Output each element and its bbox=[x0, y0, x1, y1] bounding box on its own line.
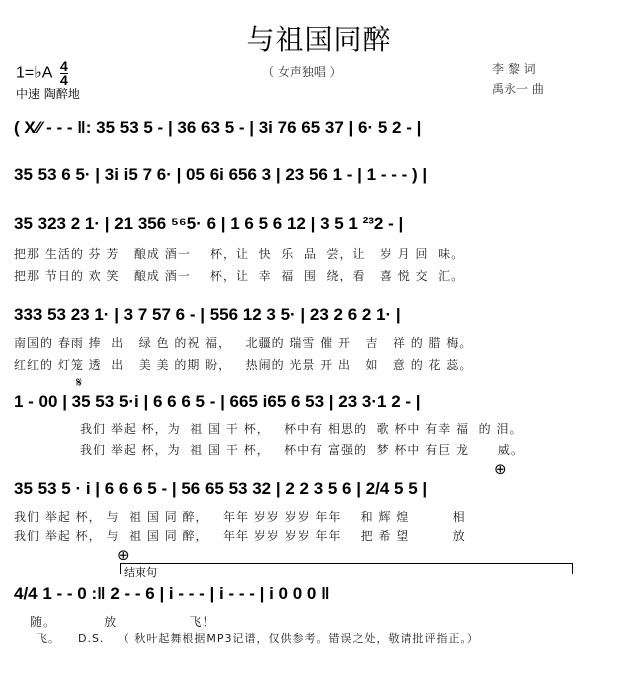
time-signature-bottom: 4 bbox=[60, 72, 68, 88]
time-signature-top: 4 bbox=[60, 58, 68, 74]
lyrics-row-5-verse-2: 我们 举起 杯，为 祖 国 干 杯， 杯中有 富强的 梦 杯中 有巨 龙 威。 bbox=[80, 443, 524, 457]
lyrics-row-4-verse-1: 南国的 春雨 捧 出 绿 色 的祝 福， 北疆的 瑞雪 催 开 吉 祥 的 腊 梅。 bbox=[14, 336, 473, 350]
song-title: 与祖国同醉 bbox=[246, 23, 392, 56]
score-row-2: 35 53 6 5· | 3i i5 7 6· | 05 6i 656 3 | 23 56 1 - | 1 - - - ) | bbox=[14, 165, 428, 184]
key-label: 1=♭A bbox=[16, 64, 52, 82]
lyrics-row-4-verse-2: 红红的 灯笼 透 出 美 美 的期 盼， 热闹的 光景 开 出 如 意 的 花 蕊。 bbox=[14, 358, 473, 372]
score-row-6: 35 53 5 · i | 6 6 6 5 - | 56 65 53 32 | 2 2 3 5 6 | 2/4 5 5 | bbox=[14, 479, 428, 498]
ending-bracket bbox=[120, 563, 573, 574]
performance-note: （ 女声独唱 ） bbox=[262, 65, 342, 79]
lyrics-row-3-verse-2: 把那 节日的 欢 笑 酿成 酒一 杯，让 幸 福 围 绕，看 喜 悦 交 汇。 bbox=[14, 269, 465, 283]
score-row-5: 1 - 00 | 35 53 5·i | 6 6 6 5 - | 665 i65 6 53 | 23 3·1 2 - | bbox=[14, 392, 421, 411]
lyrics-row-7-verse-2: 飞。 D.S. （ 秋叶起舞根据MP3记谱，仅供参考。错误之处，敬请批评指正。） bbox=[36, 632, 480, 645]
lyricist-credit: 李 黎 词 bbox=[492, 62, 536, 76]
ending-label: 结束句 bbox=[124, 566, 157, 579]
score-row-3: 35 323 2 1· | 21 356 ⁵⁶5· 6 | 1 6 5 6 12 | 3 5 1 ²³2 - | bbox=[14, 214, 404, 233]
lyrics-row-6-verse-2: 我们 举起 杯， 与 祖 国 同 醉， 年年 岁岁 岁岁 年年 把 希 望 放 bbox=[14, 529, 466, 543]
lyrics-row-3-verse-1: 把那 生活的 芬 芳 酿成 酒一 杯，让 快 乐 品 尝，让 岁 月 回 味。 bbox=[14, 247, 465, 261]
key-signature bbox=[16, 60, 68, 87]
coda-icon: ⊕ bbox=[494, 460, 507, 478]
segno-icon: 𝄋 bbox=[76, 376, 83, 391]
coda-icon-ending: ⊕ bbox=[117, 546, 130, 564]
score-row-4: 333 53 23 1· | 3 7 57 6 - | 556 12 3 5· | 23 2 6 2 1· | bbox=[14, 305, 401, 324]
tempo-marking: 中速 陶醉地 bbox=[16, 87, 80, 101]
lyrics-row-6-verse-1: 我们 举起 杯， 与 祖 国 同 醉， 年年 岁岁 岁岁 年年 和 辉 煌 相 bbox=[14, 510, 466, 524]
time-signature bbox=[60, 60, 68, 87]
lyrics-row-5-verse-1: 我们 举起 杯，为 祖 国 干 杯， 杯中有 相思的 歌 杯中 有幸 福 的 泪。 bbox=[80, 422, 523, 436]
composer-credit: 禹永一 曲 bbox=[492, 82, 544, 96]
score-row-7: 4/4 1 - - 0 :‖ 2 - - 6 | i - - - | i - - - | i 0 0 0 ‖ bbox=[14, 584, 330, 603]
score-row-1: ( X⁄⁄ - - - ‖: 35 53 5 - | 36 63 5 - | 3i 76 65 37 | 6· 5 2 - | bbox=[14, 118, 422, 137]
lyrics-row-7-verse-1: 随。 放 飞！ bbox=[30, 615, 216, 629]
